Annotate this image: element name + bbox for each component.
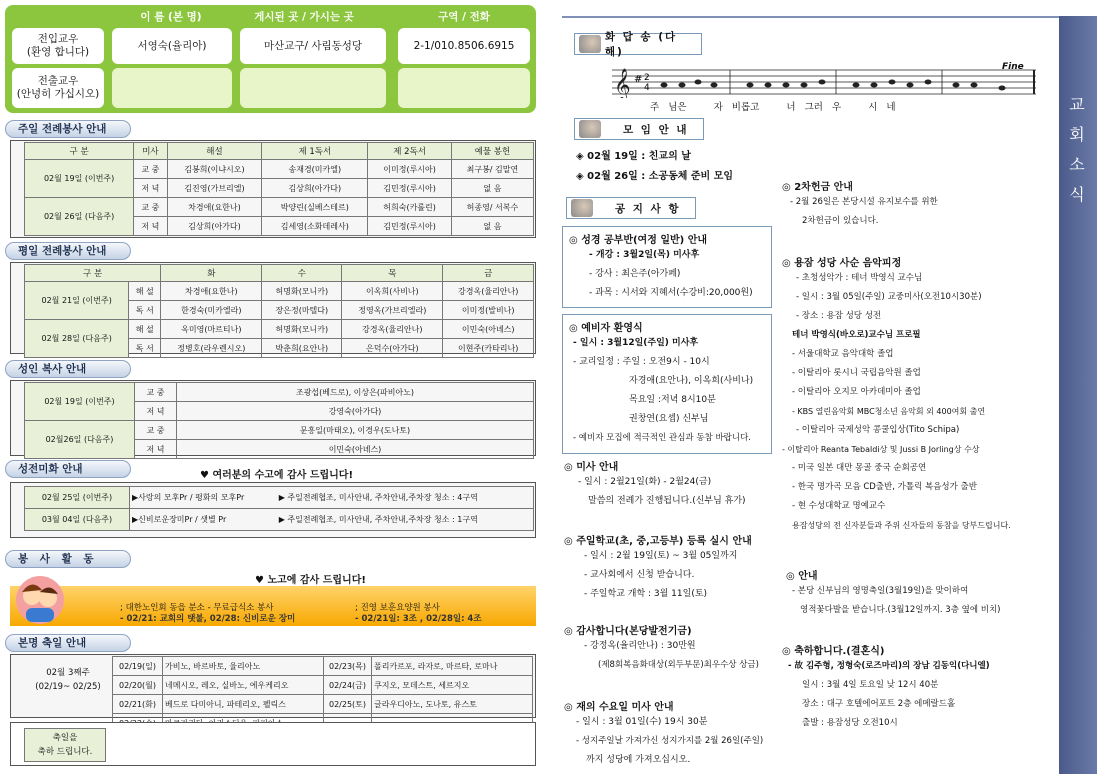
adult-server-section-title: 성인 복사 안내 xyxy=(5,360,131,378)
table-row xyxy=(25,160,534,179)
table-cell: 박춘희(요안나) xyxy=(262,339,342,358)
table-cell: 교 중 xyxy=(134,198,167,217)
table-cell: 정영옥(가브리엘라) xyxy=(342,301,443,320)
wedding-notice: ◎ 축하합니다.(결혼식) - 故 김주형, 정형숙(로즈마리)의 장남 김동익(다니엘) 일시 : 3월 4일 토요일 낮 12시 40분 장소 : 대구 호텔에어포트 2층 에메랄드홀 출발 : 용잠성당 오전10시 xyxy=(782,646,990,728)
table-cell: 저 녁 xyxy=(135,440,177,459)
table-cell: 02월 25일 (이번주) xyxy=(25,487,130,509)
table-cell: 은덕수(아가다) xyxy=(342,339,443,358)
table-cell: 02/23(목) xyxy=(324,657,372,676)
table-cell: 없 음 xyxy=(451,217,533,236)
table-cell: 미사 xyxy=(134,143,167,160)
table-cell: 수 xyxy=(262,265,342,282)
weekday-table xyxy=(24,264,534,358)
table-row xyxy=(25,143,534,160)
table-cell: 이옥희(사비나) xyxy=(342,282,443,301)
meeting-1: ◈ 02월 19일 : 친교의 날 xyxy=(576,151,691,162)
table-cell: 가비노, 바르바토, 율리아노 xyxy=(163,657,324,676)
adult-table xyxy=(24,382,534,459)
transfer-in-place: 마산교구/ 사림동성당 xyxy=(240,28,386,64)
table-cell: 김민정(루시아) xyxy=(368,179,452,198)
portrait-icon xyxy=(579,35,601,53)
table-cell: 02/20(월) xyxy=(113,676,163,695)
table-cell: 조광섭(베드로), 이상은(파비아노) xyxy=(177,383,534,402)
table-cell: 김상희(아가다) xyxy=(262,179,368,198)
table-cell: 허종영/ 서복수 xyxy=(451,198,533,217)
weekday-section-title: 평일 전례봉사 안내 xyxy=(5,242,131,260)
header-area: 구역 / 전화 xyxy=(438,11,490,23)
table-row xyxy=(25,509,534,531)
altar-table xyxy=(24,486,534,531)
ash-notice: ◎ 재의 수요일 미사 안내 - 일시 : 3월 01일(수) 19시 30분 - 성지주일날 가져가신 성지가지를 2월 26일(주일) 까지 성당에 가져오십시오. xyxy=(564,702,764,765)
table-cell: 허명화(모니카) xyxy=(262,320,342,339)
meeting-2: ◈ 02월 26일 : 소공동체 준비 모임 xyxy=(576,171,734,182)
notice-title-box: 공 지 사 항 xyxy=(566,197,696,219)
svg-text:2: 2 xyxy=(644,73,650,83)
table-cell: 허희숙(카롤린) xyxy=(368,198,452,217)
mass-notice: ◎ 미사 안내 - 일시 : 2월21일(화) - 2월24(금) 말씀의 전례가 진행됩니다.(신부님 휴가) xyxy=(564,462,746,506)
table-cell: 02월 19일 (이번주) xyxy=(25,160,134,198)
bible-box: ◎ 성경 공부반(여정 일반) 안내 - 개강 : 3월2일(목) 미사후 - 강사 : 최은주(아가페) - 과목 : 시서와 지혜서(수강비:20,000원) xyxy=(562,226,772,308)
table-cell: 이민숙(아녜스) xyxy=(443,320,534,339)
table-row xyxy=(25,421,534,440)
table-cell: ▶사랑의 모후Pr / 평화의 모후Pr xyxy=(130,487,277,509)
table-cell: 해설 xyxy=(167,143,262,160)
table-cell: ▶신비로운장미Pr / 샛별 Pr xyxy=(130,509,277,531)
table-cell: 쿠지오, 모데스트, 세르지오 xyxy=(372,676,533,695)
hymn-lyrics: 주 님은 자 비롭고 너 그러 우 시 네 xyxy=(650,102,896,113)
transfer-out-place xyxy=(240,68,386,108)
table-cell: 교 중 xyxy=(135,421,177,440)
table-row xyxy=(113,676,533,695)
header-place: 게시된 곳 / 가시는 곳 xyxy=(254,11,354,23)
table-cell: 금 xyxy=(443,265,534,282)
table-cell: 네메시오, 레오, 실바노, 에우케리오 xyxy=(163,676,324,695)
hymn-title-box: 화 답 송 (다 해) xyxy=(574,33,702,55)
music-staff xyxy=(612,62,1040,98)
table-cell: 02/24(금) xyxy=(324,676,372,695)
table-cell: 박양린(실베스테르) xyxy=(262,198,368,217)
transfer-in-area: 2-1/010.8506.6915 xyxy=(398,28,530,64)
school-notice: ◎ 주일학교(초, 중,고등부) 등록 실시 안내 - 일시 : 2월 19일(토) ~ 3월 05일까지 - 교사회에서 신청 받습니다. - 주일학교 개학 : 3월 11일(토) xyxy=(564,536,752,599)
service-illustration xyxy=(14,572,66,628)
table-cell: 저 녁 xyxy=(134,179,167,198)
service-left-1: ; 대한노인회 동읍 분소 - 무료급식소 봉사 xyxy=(120,603,274,613)
table-cell: 김상희(아가다) xyxy=(167,217,262,236)
table-cell: 교 중 xyxy=(134,160,167,179)
transfer-in-label: 전입교우 (환영 합니다) xyxy=(12,28,104,64)
feast-week: 02월 3째주 (02/19~ 02/25) xyxy=(35,668,101,692)
table-cell: 02월 26일 (다음주) xyxy=(25,198,134,236)
sunday-table xyxy=(24,142,534,236)
portrait-icon xyxy=(571,199,593,217)
transfer-out-label: 전출교우 (안녕히 가십시오) xyxy=(12,68,104,108)
table-cell: 글라우디아노, 도나토, 유스토 xyxy=(372,695,533,714)
table-cell: 차경애(요한나) xyxy=(167,198,262,217)
service-left-2: - 02/21: 교회의 탯불, 02/28: 신비로운 장미 xyxy=(120,614,296,624)
table-cell: 강영숙(아가다) xyxy=(177,402,534,421)
table-row xyxy=(25,282,534,301)
table-cell: 정병호(라우렌시오) xyxy=(161,339,262,358)
table-cell: 02/21(화) xyxy=(113,695,163,714)
table-cell: 차경애(요한나) xyxy=(161,282,262,301)
table-cell: 독 서 xyxy=(129,339,161,358)
portrait-icon xyxy=(579,120,601,138)
side-title: 교회소식 xyxy=(1069,95,1085,204)
svg-text:𝄞: 𝄞 xyxy=(614,68,631,98)
table-cell: 03월 04일 (다음주) xyxy=(25,509,130,531)
table-cell: 허명화(모니카) xyxy=(262,282,342,301)
table-cell: 저 녁 xyxy=(134,217,167,236)
thanks-notice: ◎ 감사합니다(본당발전기금) - 강정옥(율리안나) : 30만원 (제8회복음화대상(외두부문)최우수상 상금) xyxy=(564,626,759,670)
table-row xyxy=(25,320,534,339)
table-row xyxy=(113,657,533,676)
table-cell: 구 분 xyxy=(25,265,161,282)
table-cell: 이미정(루시아) xyxy=(368,160,452,179)
sunday-section-title: 주일 전례봉사 안내 xyxy=(5,120,131,138)
service-right-1: ; 진영 보훈요양원 봉사 xyxy=(355,603,440,613)
table-cell: 강경옥(율리안나) xyxy=(443,282,534,301)
second-collection: ◎ 2차헌금 안내 - 2월 26일은 본당시설 유지보수를 위한 2차헌금이 있습니다. xyxy=(782,182,938,226)
table-row xyxy=(25,383,534,402)
table-cell: 02월 21일 (이번주) xyxy=(25,282,129,320)
table-cell: 베드로 다미아니, 파테리오, 펠릭스 xyxy=(163,695,324,714)
table-row xyxy=(113,695,533,714)
altar-thanks: ♥ 여러분의 수고에 감사 드립니다! xyxy=(200,470,354,481)
table-cell: 폴리카르포, 라자로, 마르타, 로마나 xyxy=(372,657,533,676)
table-cell: 02월26일 (다음주) xyxy=(25,421,135,459)
info-notice: ◎ 안내 - 본당 신부님의 영명축일(3월19일)을 맞이하여 영적꽃다발을 받습니다.(3월12일까지. 3층 옆에 비치) xyxy=(786,571,1001,615)
table-cell: 해 설 xyxy=(129,320,161,339)
altar-section-title: 성전미화 안내 xyxy=(5,460,131,478)
table-cell: 한경숙(미카엘라) xyxy=(161,301,262,320)
table-cell: 02월 28일 (다음주) xyxy=(25,320,129,358)
table-cell: 02/25(토) xyxy=(324,695,372,714)
table-cell: 저 녁 xyxy=(135,402,177,421)
table-cell: 김민정(루시아) xyxy=(368,217,452,236)
congrats-label: 축일을 축하 드립니다. xyxy=(24,728,106,762)
right-top-border xyxy=(562,16,1059,18)
table-cell: 제 1독서 xyxy=(262,143,368,160)
table-cell: 독 서 xyxy=(129,301,161,320)
table-cell: 없 음 xyxy=(451,179,533,198)
table-cell: 문흥일(마태오), 이경우(도나토) xyxy=(177,421,534,440)
svg-text:#: # xyxy=(634,74,643,85)
catechu-box: ◎ 예비자 환영식 - 일시 : 3월12일(주일) 미사후 - 교리일정 : 주일 : 오전9시 - 10시 자경애(요안나), 이옥희(사비나) 목요일 :저녁 8시10분 권창연(요셉) 신부님 - 예비자 모집에 적극적인 관심과 동참 바랍니다. xyxy=(562,314,772,454)
table-cell: 김진영(가브리엘) xyxy=(167,179,262,198)
table-cell: 송재경(미카엘) xyxy=(262,160,368,179)
table-cell: 목 xyxy=(342,265,443,282)
header-name: 이 름 (본 명) xyxy=(140,11,202,23)
table-cell: 김세영(소화데레사) xyxy=(262,217,368,236)
service-section-title: 봉 사 활 동 xyxy=(5,550,131,568)
service-right-2: - 02/21일: 3조 , 02/28일: 4조 xyxy=(355,614,482,624)
transfer-out-area xyxy=(398,68,530,108)
meeting-title-box: 모 임 안 내 xyxy=(574,118,704,140)
table-cell: 02/19(일) xyxy=(113,657,163,676)
table-cell: ▶ 주일전례협조, 미사안내, 주차안내,주차장 청소 : 1구역 xyxy=(277,509,534,531)
transfer-in-name: 서영숙(율리아) xyxy=(112,28,232,64)
transfer-out-name xyxy=(112,68,232,108)
service-thanks: ♥ 노고에 감사 드립니다! xyxy=(255,575,366,586)
table-cell: 해 설 xyxy=(129,282,161,301)
table-cell: 교 중 xyxy=(135,383,177,402)
fine-mark: Fine xyxy=(1002,62,1024,72)
table-cell: 제 2독서 xyxy=(368,143,452,160)
table-cell: 최구봉/ 김말연 xyxy=(451,160,533,179)
table-cell: 예물 봉헌 xyxy=(451,143,533,160)
table-row xyxy=(25,265,534,282)
svg-text:4: 4 xyxy=(644,83,650,93)
table-cell: 화 xyxy=(161,265,262,282)
table-cell: 02월 19일 (이번주) xyxy=(25,383,135,421)
table-cell: 옥미영(마르티나) xyxy=(161,320,262,339)
table-cell: 김봉희(이냐시오) xyxy=(167,160,262,179)
table-row xyxy=(25,487,534,509)
table-cell: ▶ 주일전례협조, 미사안내, 주차안내,주차장 청소 : 4구역 xyxy=(277,487,534,509)
table-cell: 이민숙(아녜스) xyxy=(177,440,534,459)
table-cell: 이미정(발비나) xyxy=(443,301,534,320)
concert-notice: ◎ 용잠 성당 사순 음악피정 - 초청성악가 : 테너 박영식 교수님 - 일시 : 3월 05일(주일) 교중미사(오전10시30분) - 장소 : 용잠 성당 성전 테너 박영식(바오로)교수님 프로필 - 서울대학교 음악대학 졸업 - 이탈리아 롯시니 국립음악원 졸업 - 이탈리아 오지모 아카데미아 졸업 - KBS 열린음악회 MBC청소년 음악회 외 400여회 출연 - 이탈리아 국제성악 콩쿨입상(Tito Schipa) - 이탈리아 Reanta Tebaldi상 및 Jussi B Jorling상 수상 - 미국 일본 대만 몽골 중국 순회공연 - 한국 명가곡 모음 CD출반, 가톨릭 복음성가 출반 - 현 수성대학교 명예교수 용잠성당의 전 신자분들과 주위 신자들의 동참을 당부드립니다. xyxy=(782,258,1011,530)
table-cell: 강경옥(율리안나) xyxy=(342,320,443,339)
table-cell: 구 분 xyxy=(25,143,134,160)
feast-section-title: 본명 축일 안내 xyxy=(5,634,131,652)
table-cell: 장은정(마텔다) xyxy=(262,301,342,320)
table-cell: 이현주(카타리나) xyxy=(443,339,534,358)
table-row xyxy=(25,198,534,217)
